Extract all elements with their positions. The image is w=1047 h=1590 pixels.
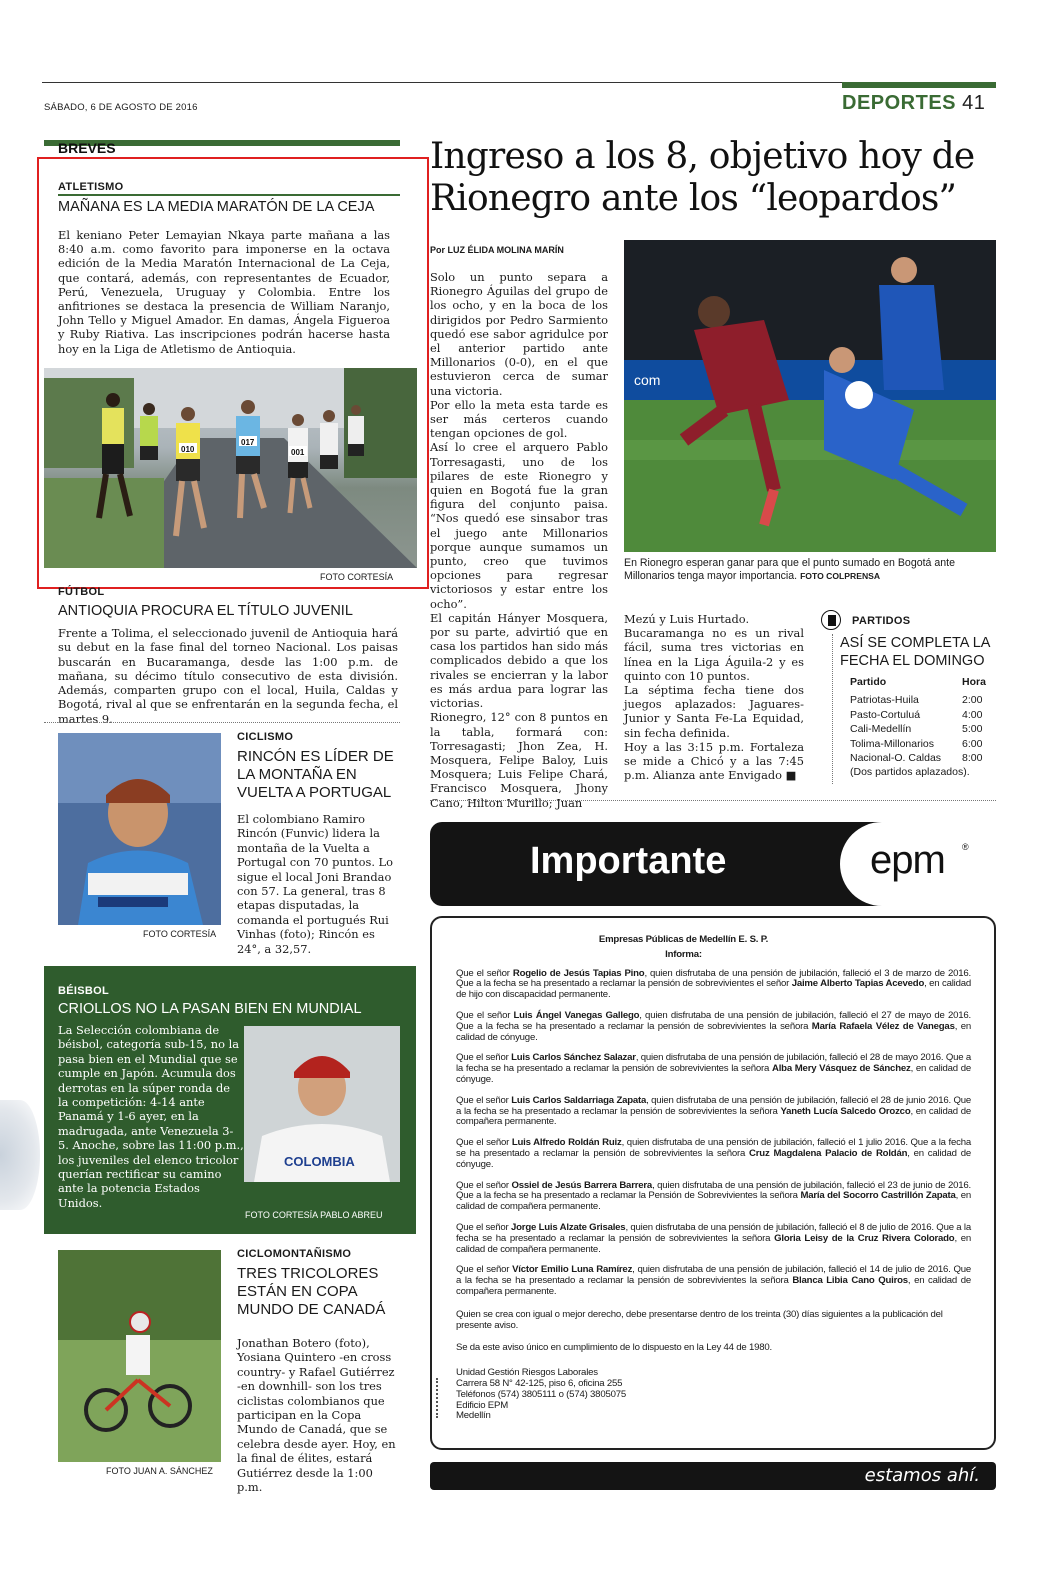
address-line: Carrera 58 N° 42-125, piso 6, oficina 255 bbox=[456, 1377, 623, 1389]
notice-name: Luis Carlos Saldarriaga Zapata bbox=[511, 1094, 647, 1106]
ad-company: Empresas Públicas de Medellín E. S. P. bbox=[598, 934, 769, 945]
table-row bbox=[850, 722, 990, 737]
notice-pre: Que el señor bbox=[456, 1179, 512, 1191]
notice-name: Luis Carlos Sánchez Salazar bbox=[511, 1052, 636, 1064]
bib-2: 017 bbox=[241, 438, 255, 447]
rider-jersey bbox=[126, 1335, 150, 1375]
ad-notice bbox=[456, 1181, 971, 1213]
white-jersey bbox=[254, 1124, 390, 1182]
caption-credit: FOTO COLPRENSA bbox=[800, 571, 881, 581]
table-header bbox=[850, 676, 990, 688]
notice-name: Luis Alfredo Roldán Ruiz bbox=[511, 1137, 622, 1149]
notice-mid: , quien disfrutaba de una pensión de jubilación, falleció el 27 de mayo de 2016. Que a la fecha se ha presentado a reclamar la pensión de sobrevivientes la señora bbox=[456, 1009, 971, 1032]
notice-pre: Que el señor bbox=[456, 1052, 512, 1064]
mtb-photo-credit: FOTO JUAN A. SÁNCHEZ bbox=[106, 1466, 213, 1476]
bib-3: 001 bbox=[291, 448, 305, 457]
ad-notice-content bbox=[456, 935, 971, 1422]
address-line: Medellín bbox=[456, 1410, 491, 1422]
marathon-credit-text: FOTO CORTESÍA bbox=[320, 572, 394, 582]
bib-1: 010 bbox=[181, 445, 195, 454]
table-row bbox=[850, 708, 990, 723]
ad-closing-2: Se da este aviso único en cumplimiento de lo dispuesto en la Ley 44 de 1980. bbox=[456, 1342, 773, 1354]
row-time: 8:00 bbox=[962, 752, 983, 764]
ad-notice bbox=[456, 1053, 971, 1085]
col-hora: Hora bbox=[962, 676, 986, 688]
futbol-headline: ANTIOQUIA PROCURA EL TÍTULO JUVENIL bbox=[58, 603, 353, 619]
futbol-body: Frente a Tolima, el seleccionado juvenil de Antioquia hará su debut en la fase final del torneo Nacional. Los paisas buscarán en Bucaramanga, desde las 1:00 p.m. de mañana, su décimo título consecutivo de esta división. Además, comparten grupo con el local, Huila, Caldas y Bogotá, rival al que se enfrentarán en la segunda fecha, el martes 9. bbox=[58, 626, 398, 726]
partidos-table bbox=[850, 676, 990, 779]
notice-post: , en calidad de cónyuge. bbox=[456, 1147, 971, 1170]
table-row bbox=[850, 693, 990, 708]
byline: Por LUZ ÉLIDA MOLINA MARÍN bbox=[430, 245, 564, 255]
notice-mid: , quien disfrutaba de una pensión de jubilación, falleció el 28 de mayo 2016. Que a la fecha se ha presentado a reclamar la pensión de sobrevivientes la señora bbox=[456, 1052, 972, 1075]
notice-pre: Que el señor bbox=[456, 1009, 514, 1021]
row-time: 6:00 bbox=[962, 737, 983, 750]
notice-name: Ossiel de Jesús Barrera Barrera bbox=[511, 1179, 653, 1191]
col-partido: Partido bbox=[850, 676, 887, 688]
row-match: Cali-Medellín bbox=[850, 723, 912, 735]
section-label: DEPORTES bbox=[842, 92, 957, 114]
ad-notice bbox=[456, 1138, 971, 1170]
table-note: (Dos partidos aplazados). bbox=[850, 765, 970, 778]
notice-claimant: María del Socorro Castrillón Zapata bbox=[800, 1190, 956, 1202]
notice-post: , en calidad de cónyuge. bbox=[456, 1020, 972, 1043]
notice-name: Rogelio de Jesús Tapias Pino bbox=[512, 967, 645, 979]
notice-claimant: María Rafaela Vélez de Vanegas bbox=[811, 1020, 955, 1032]
helmet bbox=[130, 1312, 150, 1332]
ad-address bbox=[456, 1368, 971, 1422]
breves-label: BREVES bbox=[58, 140, 116, 156]
notice-name: Luis Ángel Vanegas Gallego bbox=[513, 1009, 640, 1021]
notice-mid: , quien disfrutaba de una pensión de jubilación, falleció el 3 de marzo de 2016. Que a la fecha se ha presentado a reclamar la pensión de sobrevivientes el señor bbox=[456, 967, 971, 990]
beisbol-player-photo bbox=[244, 1026, 400, 1182]
atletismo-body: El keniano Peter Lemayian Nkaya parte mañana a las 8:40 a.m. como favorito para imponerse en la octava edición de la Media Maratón Internacional de La Ceja, que contará, además, con representantes de Ecuador, Perú, Venezuela, Uruguay y Colombia. Entre los anfitriones se destaca la presencia de William Naranjo, John Tello y Miguel Amador. En damas, Ángela Figueroa y Ruby Riativa. Las inscripciones podrán hacerse hasta hoy en la Liga de Atletismo de Antioquia. bbox=[58, 228, 390, 356]
epm-vertical-icon bbox=[436, 1378, 446, 1418]
registered-mark: ® bbox=[962, 842, 969, 852]
ad-logo-pill bbox=[840, 822, 1000, 906]
notice-post: , en calidad de cónyuge. bbox=[456, 1063, 971, 1085]
main-headline: Ingreso a los 8, objetivo hoy de Rionegro ante los “leopardos” bbox=[430, 136, 975, 219]
beisbol-body: La Selección colombiana de béisbol, categoría sub-15, no la pasa bien en el Mundial que se cumple en Japón. Acumula dos derrotas en la súper ronda de la competición: 4-14 ante Panamá y 1-6 ayer, en la madrugada, ante Venezuela 3-5. Anoche, sobre las 11:00 p.m., los juveniles del elenco tricolor querían rectificar su camino ante la potencia Estados Unidos. bbox=[58, 1023, 244, 1210]
rincon-photo bbox=[58, 733, 221, 925]
row-time: 5:00 bbox=[962, 723, 983, 735]
ad-notice bbox=[456, 1011, 971, 1043]
address-line: Teléfonos (574) 3805111 o (574) 3805075 bbox=[456, 1388, 626, 1400]
main-col1: Solo un punto separa a Rionegro Águilas del grupo de los ocho, y en la boca de los dirigidos por Pedro Sarmiento quedó ese sabor agridulce por el anterior partido ante Millonarios (0-0), en el que estuvieron cerca de sumar una victoria. Por ello la meta esta tarde es ser más certeros cuando tengan opciones de gol. Así lo cree el arquero Pablo Torresagasti, uno de los pilares de este Rionegro y quien en Bogotá fue la gran figura del conjunto paisa. “Nos quedó ese sinsabor tras el juego ante Millonarios porque aunque sumamos un punto, creo que tuvimos opciones para regresar victoriosos y estar entre los ocho”. El capitán Hányer Mosquera, por su parte, advirtió que en casa los partidos han sido más complicados debido a que los rivales se encierran y la labor es más ardua para lograr las victorias. Rionegro, 12° con 8 puntos en la tabla, formará con: Torresagasti; Jhon Zea, H. Mosquera, Felipe Baloy, Luis Mosquera; Luis Felipe Chará, Francisco Mosquera, Jhony Cano, Hilton Murillo; Juan bbox=[430, 270, 608, 810]
ad-informa: Informa: bbox=[665, 948, 702, 960]
jersey-text: COLOMBIA bbox=[284, 1154, 355, 1169]
highlight-box bbox=[37, 157, 429, 589]
atletismo-headline: MAÑANA ES LA MEDIA MARATÓN DE LA CEJA bbox=[58, 199, 375, 215]
notice-mid: , quien disfrutaba de una pensión de jubilación, falleció el 28 de junio 2016. Que a la fecha se ha presentado a reclamar la pensión de sobrevivientes la señora bbox=[456, 1094, 971, 1117]
notice-post: , en calidad de compañera permanente. bbox=[456, 1105, 971, 1128]
notice-mid: , quien disfrutaba de una pensión de jubilación, falleció el 14 de julio de 2016. Que a la fecha se ha presentado a reclamar la pensión de sobrevivientes la señora bbox=[456, 1264, 971, 1287]
pitch bbox=[624, 400, 996, 552]
ad-banner bbox=[430, 822, 996, 906]
rincon-photo-credit: FOTO CORTESÍA bbox=[143, 929, 217, 939]
mtb-scene bbox=[58, 1250, 221, 1462]
notice-post: , en calidad de compañera permanente. bbox=[456, 1190, 971, 1213]
notice-claimant: Blanca Libia Cano Quiros bbox=[792, 1275, 908, 1287]
main-col2: Mezú y Luis Hurtado. Bucaramanga no es un rival fácil, suma tres victorias en línea en la Liga Águila-2 y es quinto con 10 puntos. La séptima fecha tiene dos juegos aplazados: Jaguares-Junior y Santa Fe-La Equidad, sin fecha definida. Hoy a las 3:15 p.m. Fortaleza se mide a Chicó y a las 7:45 p.m. Alianza ante Envigado ■ bbox=[624, 612, 804, 783]
ad-notices bbox=[456, 969, 971, 1298]
document-icon bbox=[828, 615, 836, 626]
table-row bbox=[850, 737, 990, 752]
article-bottom-rule bbox=[430, 800, 996, 801]
ad-tagline: estamos ahí. bbox=[864, 1465, 980, 1486]
address-line: Unidad Gestión Riesgos Laborales bbox=[456, 1367, 598, 1379]
match-scene bbox=[624, 240, 996, 552]
ad-banner-title: Importante bbox=[530, 840, 727, 882]
caption-text: En Rionegro esperan ganar para que el punto sumado en Bogotá ante Millonarios tenga mayor importancia. bbox=[624, 557, 956, 582]
ciclismo-body: El colombiano Ramiro Rincón (Funvic) lidera la montaña de la Vuelta a Portugal con 70 puntos. Lo sigue el local Joni Brandao con 57. La general, tras 8 etapas disputadas, la comanda el portugués Rui Vinhas (foto); Rincón es 24°, a 32,57. bbox=[237, 812, 393, 956]
ad-notice bbox=[456, 1223, 971, 1255]
notice-mid: , quien disfrutaba de una pensión de jubilación, falleció el 1 julio 2016. Que a la fecha se ha presentado a reclamar la pensión de sobrevivientes la señora bbox=[456, 1137, 971, 1159]
atletismo-kicker: ATLETISMO bbox=[58, 181, 124, 193]
notice-post: , en calidad de compañera permanente. bbox=[456, 1232, 972, 1255]
notice-post: , en calidad de hijo con discapacidad permanente. bbox=[456, 978, 971, 1001]
page-number: 41 bbox=[962, 92, 986, 114]
notice-pre: Que el señor bbox=[456, 967, 513, 979]
notice-pre: Que el señor bbox=[456, 1137, 512, 1149]
beisbol-scene bbox=[244, 1026, 400, 1182]
partidos-kicker: PARTIDOS bbox=[852, 615, 911, 627]
beisbol-headline: CRIOLLOS NO LA PASAN BIEN EN MUNDIAL bbox=[58, 1001, 362, 1017]
beisbol-kicker: BÉISBOL bbox=[58, 985, 109, 997]
notice-claimant: Yaneth Lucía Salcedo Orozco bbox=[780, 1105, 911, 1117]
beisbol-photo-credit: FOTO CORTESÍA PABLO ABREU bbox=[245, 1210, 383, 1220]
ciclismo-headline: RINCÓN ES LÍDER DE LA MONTAÑA EN VUELTA A PORTUGAL bbox=[237, 748, 394, 801]
ad-notice bbox=[456, 1265, 971, 1297]
row-match: Tolima-Millonarios bbox=[850, 737, 935, 750]
row-match: Nacional-O. Caldas bbox=[850, 752, 942, 764]
ad-notice bbox=[456, 1096, 971, 1128]
ad-footer-bar bbox=[430, 1462, 996, 1490]
notice-pre: Que el señor bbox=[456, 1264, 513, 1276]
match-photo bbox=[624, 240, 996, 552]
notice-name: Jorge Luis Alzate Grisales bbox=[511, 1221, 626, 1233]
futbol-kicker: FÚTBOL bbox=[58, 586, 105, 598]
notice-pre: Que el señor bbox=[456, 1221, 512, 1233]
row-time: 2:00 bbox=[962, 694, 983, 706]
ad-notice bbox=[456, 969, 971, 1001]
notice-mid: , quien disfrutaba de una pensión de jubilación, falleció el 8 de julio de 2016. Que a la fecha se ha presentado a reclamar la pensión de sobrevivientes la señora bbox=[456, 1221, 971, 1244]
ciclomontanismo-kicker: CICLOMONTAÑISMO bbox=[237, 1248, 352, 1260]
notice-post: , en calidad de compañera permanente. bbox=[456, 1275, 971, 1297]
page-edge-artifact bbox=[0, 1100, 40, 1210]
sponsor-logo bbox=[845, 381, 873, 409]
partidos-divider-left bbox=[832, 634, 833, 784]
rincon-scene bbox=[58, 733, 221, 925]
futbol-ciclismo-divider bbox=[44, 722, 400, 723]
photo-caption bbox=[624, 557, 996, 583]
row-match: Patriotas-Huila bbox=[850, 694, 919, 706]
header-green-bar bbox=[842, 82, 996, 88]
notice-pre: Que el señor bbox=[456, 1094, 512, 1106]
mtb-photo bbox=[58, 1250, 221, 1462]
header-date: SÁBADO, 6 DE AGOSTO DE 2016 bbox=[44, 102, 198, 113]
section-name bbox=[842, 92, 985, 115]
ciclomontanismo-headline: TRES TRICOLORES ESTÁN EN COPA MUNDO DE CANADÁ bbox=[237, 1265, 386, 1318]
notice-mid: , quien disfrutaba de una pensión de jubilación, falleció el 23 de junio de 2016. Que a la fecha se ha presentado a reclamar la Pensión de Sobrevivientes la señora bbox=[456, 1179, 971, 1202]
row-time: 4:00 bbox=[962, 708, 983, 721]
notice-claimant: Jaime Alberto Tapias Acevedo bbox=[791, 978, 925, 990]
ciclismo-kicker: CICLISMO bbox=[237, 731, 294, 743]
table-row bbox=[850, 751, 990, 766]
notice-claimant: Cruz Magdalena Palacio de Roldán bbox=[749, 1147, 908, 1159]
epm-logo: epm bbox=[870, 838, 945, 882]
notice-claimant: Alba Mery Vásquez de Sánchez bbox=[771, 1063, 911, 1075]
row-match: Pasto-Cortuluá bbox=[850, 708, 921, 721]
partidos-headline: ASÍ SE COMPLETA LA FECHA EL DOMINGO bbox=[840, 635, 990, 669]
ciclomontanismo-body: Jonathan Botero (foto), Yosiana Quintero -en cross country- y Rafael Gutiérrez -en downhill- son los tres ciclistas colombianos que participan en la Copa Mundo de Canadá, que se celebra desde ayer. Hoy, en la final de élites, estará Gutiérrez desde la 1:00 p.m. bbox=[237, 1336, 396, 1495]
ad-closing-1: Quien se crea con igual o mejor derecho, debe presentarse dentro de los treinta (30) días siguientes a la publicación del presente aviso. bbox=[456, 1308, 943, 1331]
partidos-icon bbox=[821, 610, 841, 630]
notice-claimant: Gloria Leisy de la Cruz Rivera Colorado bbox=[774, 1232, 955, 1244]
board-text: com bbox=[634, 372, 661, 388]
notice-name: Víctor Emilio Luna Ramírez bbox=[512, 1264, 633, 1276]
address-line: Edificio EPM bbox=[456, 1399, 508, 1411]
